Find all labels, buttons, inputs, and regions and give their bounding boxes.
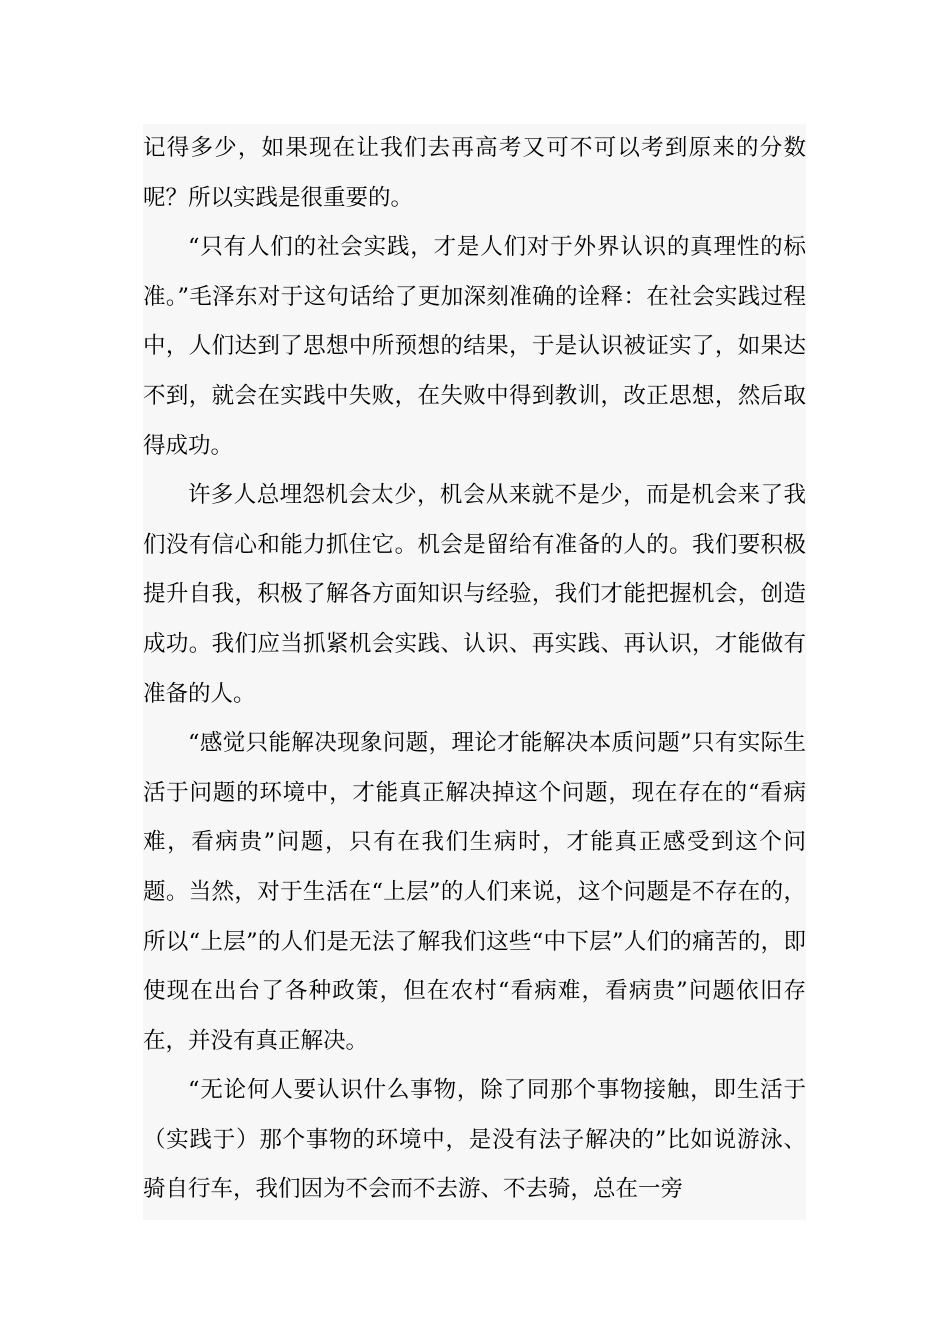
paragraph-3: 许多人总埋怨机会太少，机会从来就不是少，而是机会来了我们没有信心和能力抓住它。机会是留给有准备的人的。我们要积极提升自我，积极了解各方面知识与经验，我们才能把握机会，创造成功。我们应当抓紧机会实践、认识、再实践、再认识，才能做有准备的人。 bbox=[143, 482, 806, 707]
paragraph-5: “无论何人要认识什么事物，除了同那个事物接触，即生活于（实践于）那个事物的环境中，是没有法子解决的”比如说游泳、骑自行车，我们因为不会而不去游、不去骑，总在一旁 bbox=[143, 1077, 806, 1203]
text-block bbox=[143, 124, 806, 1220]
paragraph-1: 记得多少，如果现在让我们去再高考又可不可以考到原来的分数呢？所以实践是很重要的。 bbox=[143, 135, 806, 211]
paragraph-2: “只有人们的社会实践，才是人们对于外界认识的真理性的标准。”毛泽东对于这句话给了更加深刻准确的诠释：在社会实践过程中，人们达到了思想中所预想的结果，于是认识被证实了，如果达不到，就会在实践中失败，在失败中得到教训，改正思想，然后取得成功。 bbox=[143, 234, 806, 459]
paragraph-4: “感觉只能解决现象问题，理论才能解决本质问题”只有实际生活于问题的环境中，才能真正解决掉这个问题，现在存在的“看病难，看病贵”问题，只有在我们生病时，才能真正感受到这个问题。当然，对于生活在“上层”的人们来说，这个问题是不存在的，所以“上层”的人们是无法了解我们这些“中下层”人们的痛苦的，即使现在出台了各种政策，但在农村“看病难，看病贵”问题依旧存在，并没有真正解决。 bbox=[143, 730, 806, 1054]
